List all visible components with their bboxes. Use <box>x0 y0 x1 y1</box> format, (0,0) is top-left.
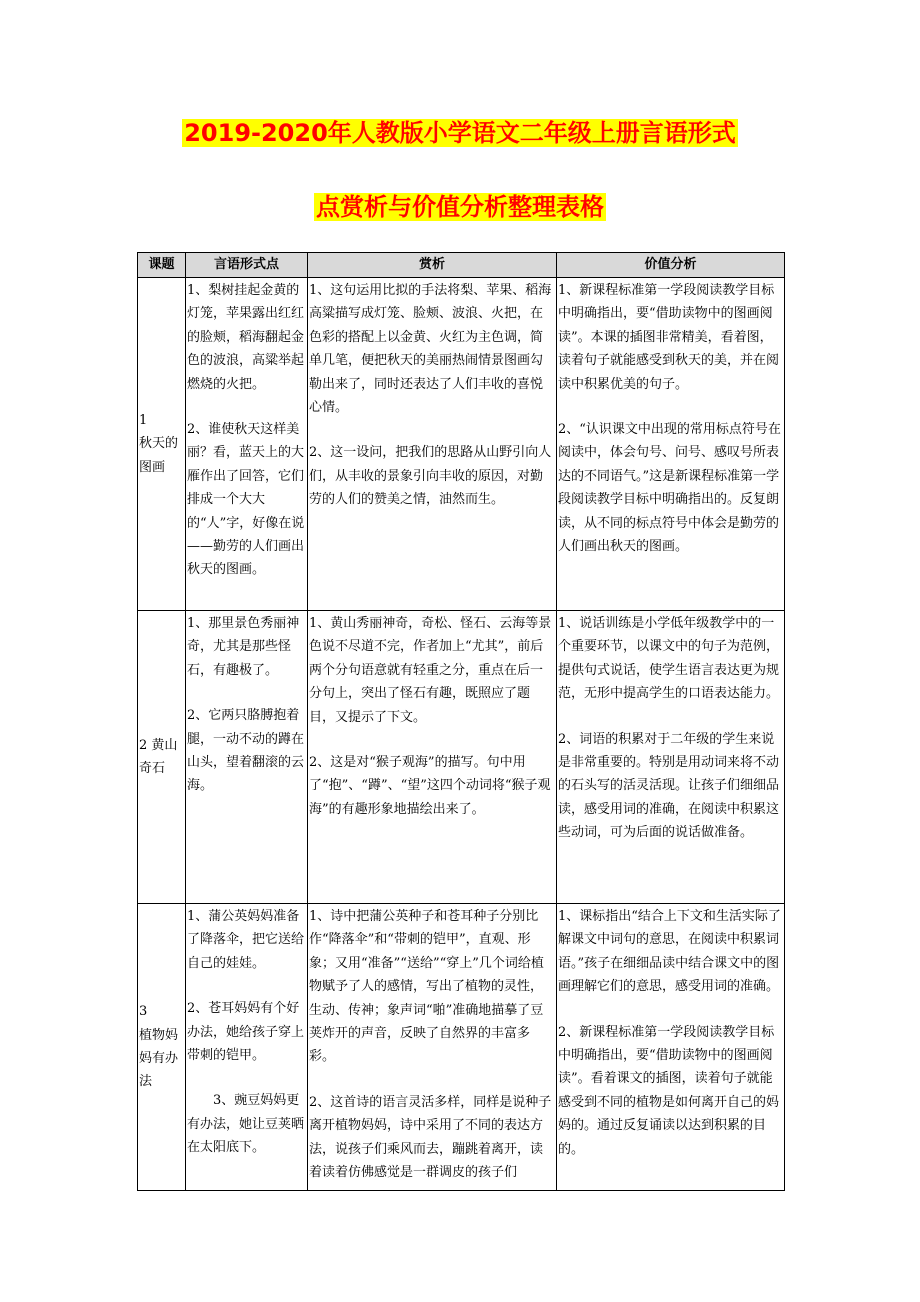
topic-title: 2 黄山奇石 <box>139 737 178 776</box>
form-cell <box>186 611 308 904</box>
form-point: 1、那里景色秀丽神奇，尤其是那些怪石，有趣极了。 <box>187 616 300 678</box>
analysis-cell <box>308 904 557 1191</box>
analysis-table <box>137 252 785 1191</box>
topic-cell <box>138 611 186 904</box>
value-point: 1、课标指出“结合上下文和生活实际了解课文中词句的意思，在阅读中积累词语。”孩子在细细品读中结合课文中的图画理解它们的意思，感受用词的准确。 <box>558 909 781 995</box>
header-topic: 课题 <box>138 253 186 278</box>
analysis-cell <box>308 278 557 611</box>
form-point: 3、豌豆妈妈更有办法，她让豆荚晒在太阳底下。 <box>187 1093 305 1156</box>
form-point: 2、苍耳妈妈有个好办法，她给孩子穿上带刺的铠甲。 <box>187 1001 305 1064</box>
topic-cell <box>138 278 186 611</box>
form-cell <box>186 904 308 1191</box>
analysis-point: 1、诗中把蒲公英种子和苍耳种子分别比作“降落伞”和“带刺的铠甲”，直观、形象；又用“准备”“送给”“穿上”几个词给植物赋予了人的感情，写出了植物的灵性，生动、传神；象声词“啪”准确地描摹了豆荚炸开的声音，反映了自然界的丰富多彩。 <box>309 909 544 1065</box>
table-header-row <box>138 253 785 278</box>
value-point: 2、“认识课文中出现的常用标点符号在阅读中，体会句号、问号、感叹号所表达的不同语气。”这是新课程标准第一学段阅读教学目标中明确指出的。反复朗读，从不同的标点符号中体会是勤劳的人们画出秋天的图画。 <box>558 422 781 555</box>
value-point: 2、新课程标准第一学段阅读教学目标中明确指出，要“借助读物中的图画阅读”。看着课文的插图，读着句子就能感受到不同的植物是如何离开自己的妈妈的。通过反复诵读以达到积累的目的。 <box>558 1024 780 1157</box>
table-row <box>138 278 785 611</box>
value-cell <box>557 611 785 904</box>
analysis-point: 2、这一设问，把我们的思路从山野引向人们，从丰收的景象引向丰收的原因，对勤劳的人们的赞美之情，油然而生。 <box>309 445 552 508</box>
form-point: 1、梨树挂起金黄的灯笼，苹果露出红红的脸颊，稻海翻起金色的波浪，高粱举起燃烧的火把。 <box>187 283 305 392</box>
form-point: 2、它两只胳膊抱着腿，一动不动的蹲在山头，望着翻滚的云海。 <box>187 708 305 794</box>
analysis-point: 1、这句运用比拟的手法将梨、苹果、稻海高粱描写成灯笼、脸颊、波浪、火把，在色彩的搭配上以金黄、火红为主色调，简单几笔，便把秋天的美丽热闹情景图画勾勒出来了，同时还表达了人们丰收的喜悦心情。 <box>309 283 552 416</box>
form-point: 2、谁使秋天这样美丽？看，蓝天上的大雁作出了回答，它们排成一个大大的“人”字，好像在说——勤劳的人们画出秋天的图画。 <box>187 422 305 578</box>
analysis-point: 1、黄山秀丽神奇，奇松、怪石、云海等景色说不尽道不完，作者加上“尤其”，前后两个分句语意就有轻重之分，重点在后一分句上，突出了怪石有趣，既照应了题目，又提示了下文。 <box>309 616 552 725</box>
header-value: 价值分析 <box>557 253 785 278</box>
topic-title: 秋天的图画 <box>139 436 179 475</box>
form-point: 1、蒲公英妈妈准备了降落伞，把它送给自己的娃娃。 <box>187 909 305 971</box>
table-row <box>138 904 785 1191</box>
analysis-point: 2、这是对“猴子观海”的描写。句中用了“抱”、“蹲”、“望”这四个动词将“猴子观海”的有趣形象地描绘出来了。 <box>309 755 551 817</box>
value-cell <box>557 904 785 1191</box>
table-row <box>138 611 785 904</box>
value-point: 1、说话训练是小学低年级教学中的一个重要环节，以课文中的句子为范例，提供句式说话，使学生语言表达更为规范，无形中提高学生的口语表达能力。 <box>558 616 780 702</box>
topic-number: 3 <box>139 1004 148 1020</box>
document-title-line-1: 2019-2020年人教版小学语文二年级上册言语形式 <box>184 119 736 147</box>
header-form: 言语形式点 <box>186 253 308 278</box>
form-cell <box>186 278 308 611</box>
analysis-cell <box>308 611 557 904</box>
value-cell <box>557 278 785 611</box>
topic-number: 1 <box>139 412 148 428</box>
value-point: 2、词语的积累对于二年级的学生来说是非常重要的。特别是用动词来将不动的石头写的活灵活现。让孩子们细细品读，感受用词的准确，在阅读中积累这些动词，可为后面的说话做准备。 <box>558 731 780 841</box>
header-analysis: 赏析 <box>308 253 557 278</box>
analysis-point: 2、这首诗的语言灵活多样，同样是说种子离开植物妈妈，诗中采用了不同的表达方法，说孩子们乘风而去，蹦跳着离开，读着读着仿佛感觉是一群调皮的孩子们 <box>309 1094 552 1181</box>
value-point: 1、新课程标准第一学段阅读教学目标中明确指出，要“借助读物中的图画阅读”。本课的插图非常精美，看着图，读着句子就能感受到秋天的美，并在阅读中积累优美的句子。 <box>558 283 780 392</box>
topic-cell <box>138 904 186 1191</box>
document-title-line-2: 点赏析与价值分析整理表格 <box>316 193 604 221</box>
topic-title: 植物妈妈有办法 <box>139 1027 179 1090</box>
